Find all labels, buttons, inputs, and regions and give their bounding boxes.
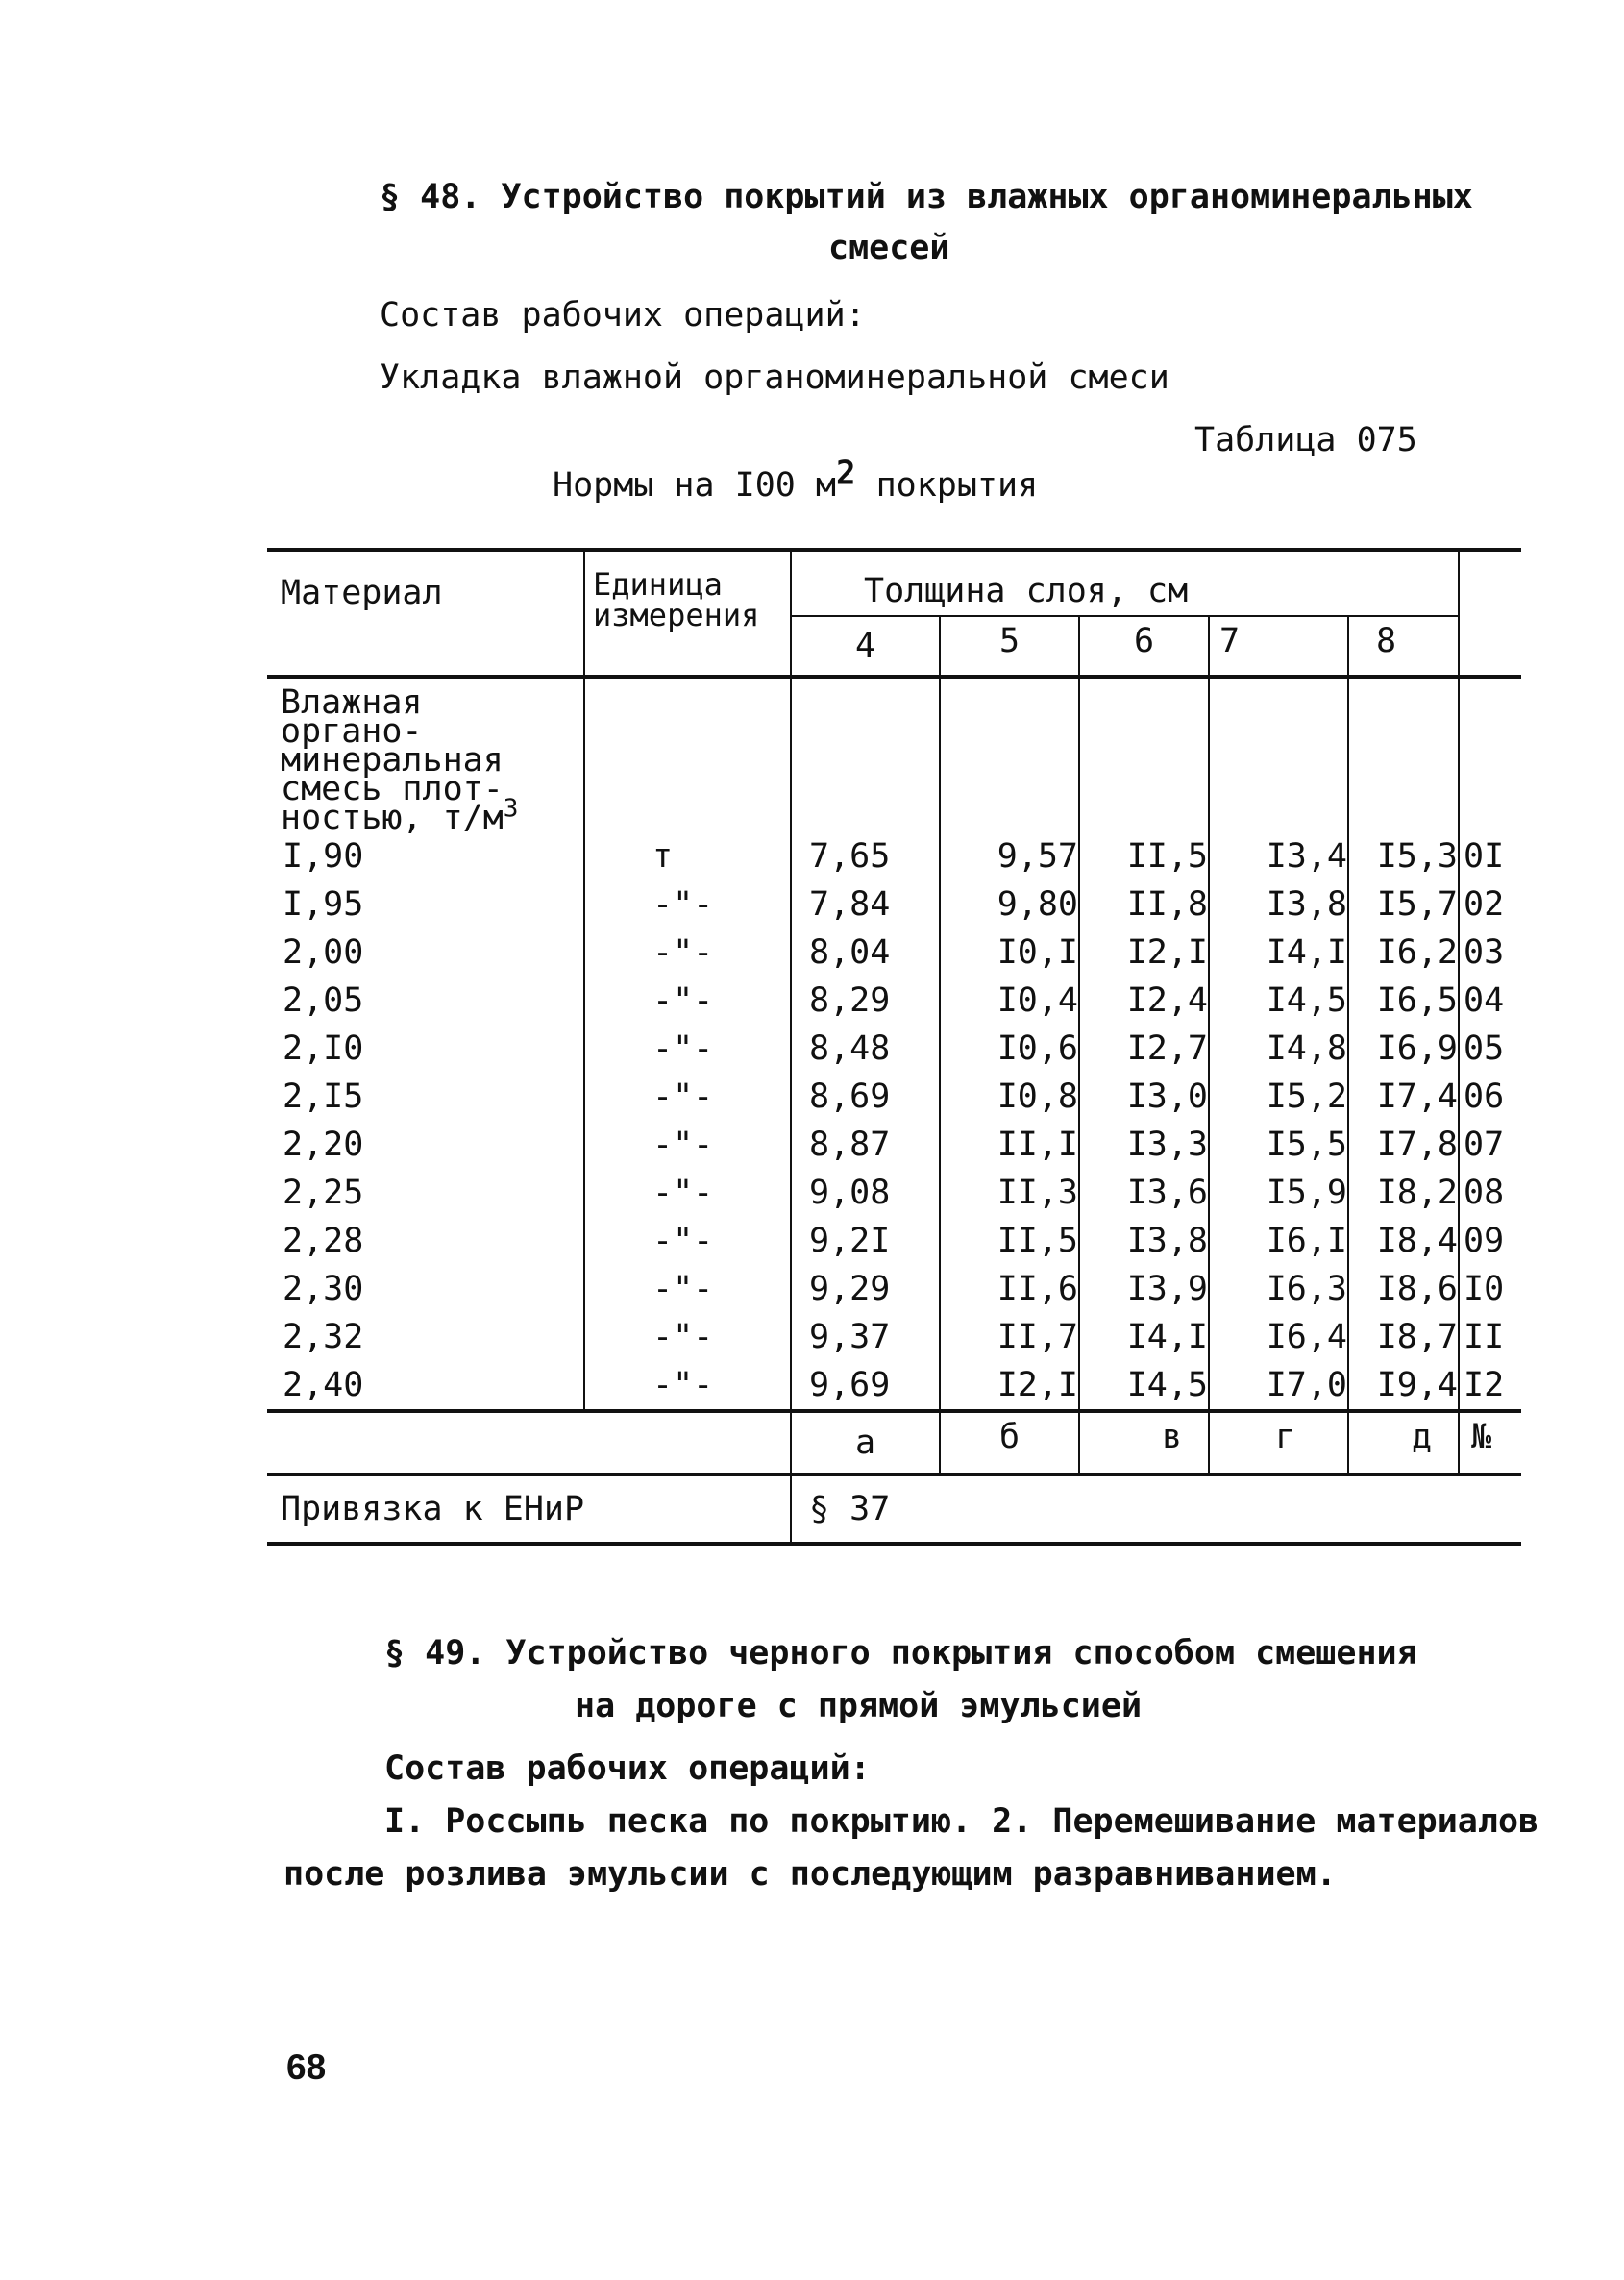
- value-cell-4: 7,65: [791, 832, 940, 880]
- value-cell-8: I8,6: [1348, 1265, 1459, 1313]
- section-48-ops-label: Состав рабочих операций:: [380, 296, 866, 335]
- value-cell-7: I5,9: [1209, 1169, 1348, 1217]
- value-cell-7: I3,8: [1209, 880, 1348, 929]
- value-cell-8: I6,2: [1348, 929, 1459, 977]
- header-unit-line2: измерения: [593, 597, 760, 633]
- material-name-line2: минеральная: [281, 741, 504, 780]
- material-name: [267, 677, 584, 837]
- value-cell-4: 9,69: [791, 1361, 940, 1411]
- value-cell-4: 9,29: [791, 1265, 940, 1313]
- value-cell-5: I0,8: [940, 1073, 1079, 1121]
- table-row: [267, 1361, 1521, 1411]
- page-number: 68: [286, 2047, 327, 2087]
- row-number-cell: II: [1459, 1313, 1521, 1361]
- thickness-5: 5: [940, 616, 1079, 677]
- density-cell: 2,I0: [283, 1029, 364, 1068]
- value-cell-7: I5,2: [1209, 1073, 1348, 1121]
- value-cell-6: I4,I: [1079, 1313, 1209, 1361]
- value-cell-6: I2,I: [1079, 929, 1209, 977]
- value-cell-4: 8,04: [791, 929, 940, 977]
- link-label: Привязка к ЕНиР: [267, 1475, 791, 1544]
- table-row: [267, 1169, 1521, 1217]
- header-thickness: Толщина слоя, см: [791, 550, 1459, 616]
- value-cell-6: I3,9: [1079, 1265, 1209, 1313]
- value-cell-4: 8,69: [791, 1073, 940, 1121]
- row-number-cell: 06: [1459, 1073, 1521, 1121]
- section-49-ops-label: Состав рабочих операций:: [384, 1749, 871, 1788]
- unit-cell: -"-: [584, 1217, 791, 1265]
- density-cell: 2,00: [283, 933, 364, 972]
- density-cell: 2,28: [283, 1222, 364, 1260]
- value-cell-5: I2,I: [940, 1361, 1079, 1411]
- section-49-title-line1: § 49. Устройство черного покрытия способом смешения: [384, 1634, 1417, 1673]
- unit-cell: -"-: [584, 1169, 791, 1217]
- table-row: [267, 1265, 1521, 1313]
- value-cell-5: II,6: [940, 1265, 1079, 1313]
- value-cell-7: I4,I: [1209, 929, 1348, 977]
- material-blank-no: [1459, 677, 1521, 832]
- value-cell-4: 9,08: [791, 1169, 940, 1217]
- value-cell-6: I3,8: [1079, 1217, 1209, 1265]
- table-row: [267, 1121, 1521, 1169]
- value-cell-6: II,5: [1079, 832, 1209, 880]
- material-name-line1: Влажная органо-: [281, 683, 423, 751]
- norms-caption-post: покрытия: [855, 466, 1039, 505]
- unit-cell: -"-: [584, 929, 791, 977]
- value-cell-7: I6,4: [1209, 1313, 1348, 1361]
- header-unit: [584, 550, 791, 677]
- value-cell-8: I8,2: [1348, 1169, 1459, 1217]
- row-number-cell: 02: [1459, 880, 1521, 929]
- table-row: [267, 977, 1521, 1025]
- value-cell-8: I8,7: [1348, 1313, 1459, 1361]
- density-cell: I,90: [283, 837, 364, 876]
- material-name-sup: 3: [503, 794, 519, 824]
- table-row: [267, 1025, 1521, 1073]
- table-row: [267, 832, 1521, 880]
- col-letter-v: в: [1079, 1411, 1209, 1475]
- value-cell-4: 8,48: [791, 1025, 940, 1073]
- value-cell-7: I5,5: [1209, 1121, 1348, 1169]
- row-number-cell: 08: [1459, 1169, 1521, 1217]
- col-no-sign: №: [1459, 1411, 1521, 1475]
- value-cell-6: I4,5: [1079, 1361, 1209, 1411]
- section-49-ops-line1: I. Россыпь песка по покрытию. 2. Перемешивание материалов: [384, 1802, 1539, 1841]
- value-cell-7: I7,0: [1209, 1361, 1348, 1411]
- value-cell-6: II,8: [1079, 880, 1209, 929]
- value-cell-8: I7,4: [1348, 1073, 1459, 1121]
- section-49-ops-line2: после розлива эмульсии с последующим разравниванием.: [283, 1855, 1337, 1894]
- table-row: [267, 929, 1521, 977]
- thickness-7: 7: [1209, 616, 1348, 677]
- letter-row-blank: [267, 1411, 791, 1475]
- section-48-ops-text: Укладка влажной органоминеральной смеси: [380, 359, 1169, 397]
- unit-cell: -"-: [584, 977, 791, 1025]
- material-name-line3: смесь плот-: [281, 770, 504, 808]
- value-cell-8: I9,4: [1348, 1361, 1459, 1411]
- col-letter-g: г: [1209, 1411, 1348, 1475]
- thickness-4: 4: [791, 616, 940, 677]
- table-row: [267, 880, 1521, 929]
- unit-cell: -"-: [584, 1361, 791, 1411]
- row-number-cell: 04: [1459, 977, 1521, 1025]
- header-material: Материал: [267, 550, 584, 677]
- value-cell-8: I7,8: [1348, 1121, 1459, 1169]
- density-cell: I,95: [283, 885, 364, 924]
- value-cell-7: I4,5: [1209, 977, 1348, 1025]
- value-cell-6: I3,0: [1079, 1073, 1209, 1121]
- value-cell-4: 9,2I: [791, 1217, 940, 1265]
- material-blank-7: [1209, 677, 1348, 832]
- value-cell-5: 9,80: [940, 880, 1079, 929]
- value-cell-4: 7,84: [791, 880, 940, 929]
- row-number-cell: I0: [1459, 1265, 1521, 1313]
- material-name-line4: [281, 794, 583, 837]
- section-48-title-line2: смесей: [828, 229, 950, 267]
- table-row: [267, 1073, 1521, 1121]
- thickness-6: 6: [1079, 616, 1209, 677]
- row-number-cell: 03: [1459, 929, 1521, 977]
- value-cell-6: I3,3: [1079, 1121, 1209, 1169]
- value-cell-8: I8,4: [1348, 1217, 1459, 1265]
- value-cell-6: I2,7: [1079, 1025, 1209, 1073]
- col-letter-a: а: [791, 1411, 940, 1475]
- norms-caption: [553, 454, 1039, 505]
- link-value: § 37: [791, 1475, 1521, 1544]
- header-no-blank: [1459, 550, 1521, 677]
- density-cell: 2,I5: [283, 1078, 364, 1116]
- col-letter-b: б: [940, 1411, 1079, 1475]
- material-unit-blank: [584, 677, 791, 832]
- row-number-cell: 05: [1459, 1025, 1521, 1073]
- unit-cell: -"-: [584, 1025, 791, 1073]
- value-cell-6: I2,4: [1079, 977, 1209, 1025]
- material-name-line4-text: ностью, т/м: [281, 799, 504, 837]
- material-blank-8: [1348, 677, 1459, 832]
- material-blank-5: [940, 677, 1079, 832]
- norms-table: [267, 548, 1521, 1546]
- density-cell: 2,32: [283, 1318, 364, 1356]
- value-cell-5: 9,57: [940, 832, 1079, 880]
- value-cell-6: I3,6: [1079, 1169, 1209, 1217]
- table-row: [267, 1217, 1521, 1265]
- unit-cell: -"-: [584, 1073, 791, 1121]
- header-unit-line1: Единица: [593, 566, 723, 603]
- value-cell-4: 9,37: [791, 1313, 940, 1361]
- row-number-cell: 0I: [1459, 832, 1521, 880]
- col-letter-d: д: [1348, 1411, 1459, 1475]
- value-cell-5: I0,4: [940, 977, 1079, 1025]
- section-49-title-line2: на дороге с прямой эмульсией: [575, 1687, 1143, 1725]
- unit-cell: -"-: [584, 880, 791, 929]
- row-number-cell: I2: [1459, 1361, 1521, 1411]
- unit-cell: -"-: [584, 1313, 791, 1361]
- row-number-cell: 07: [1459, 1121, 1521, 1169]
- value-cell-5: I0,I: [940, 929, 1079, 977]
- norms-caption-sup: 2: [836, 454, 856, 493]
- value-cell-7: I4,8: [1209, 1025, 1348, 1073]
- density-cell: 2,05: [283, 981, 364, 1020]
- thickness-8: 8: [1348, 616, 1459, 677]
- value-cell-7: I6,I: [1209, 1217, 1348, 1265]
- value-cell-8: I5,3: [1348, 832, 1459, 880]
- value-cell-7: I3,4: [1209, 832, 1348, 880]
- material-blank-4: [791, 677, 940, 832]
- unit-cell: -"-: [584, 1121, 791, 1169]
- table-number: Таблица 075: [1194, 421, 1417, 459]
- value-cell-5: I0,6: [940, 1025, 1079, 1073]
- section-48-title-line1: § 48. Устройство покрытий из влажных органоминеральных: [380, 178, 1473, 216]
- value-cell-5: II,3: [940, 1169, 1079, 1217]
- value-cell-5: II,5: [940, 1217, 1079, 1265]
- norms-caption-pre: Нормы на I00 м: [553, 466, 837, 505]
- value-cell-8: I6,5: [1348, 977, 1459, 1025]
- material-blank-6: [1079, 677, 1209, 832]
- row-number-cell: 09: [1459, 1217, 1521, 1265]
- density-cell: 2,30: [283, 1270, 364, 1308]
- value-cell-4: 8,87: [791, 1121, 940, 1169]
- value-cell-5: II,I: [940, 1121, 1079, 1169]
- value-cell-5: II,7: [940, 1313, 1079, 1361]
- unit-cell: т: [584, 832, 791, 880]
- value-cell-8: I5,7: [1348, 880, 1459, 929]
- density-cell: 2,40: [283, 1366, 364, 1404]
- table-row: [267, 1313, 1521, 1361]
- density-cell: 2,25: [283, 1174, 364, 1212]
- value-cell-8: I6,9: [1348, 1025, 1459, 1073]
- density-cell: 2,20: [283, 1126, 364, 1164]
- value-cell-7: I6,3: [1209, 1265, 1348, 1313]
- unit-cell: -"-: [584, 1265, 791, 1313]
- data-rows: [267, 832, 1521, 1411]
- value-cell-4: 8,29: [791, 977, 940, 1025]
